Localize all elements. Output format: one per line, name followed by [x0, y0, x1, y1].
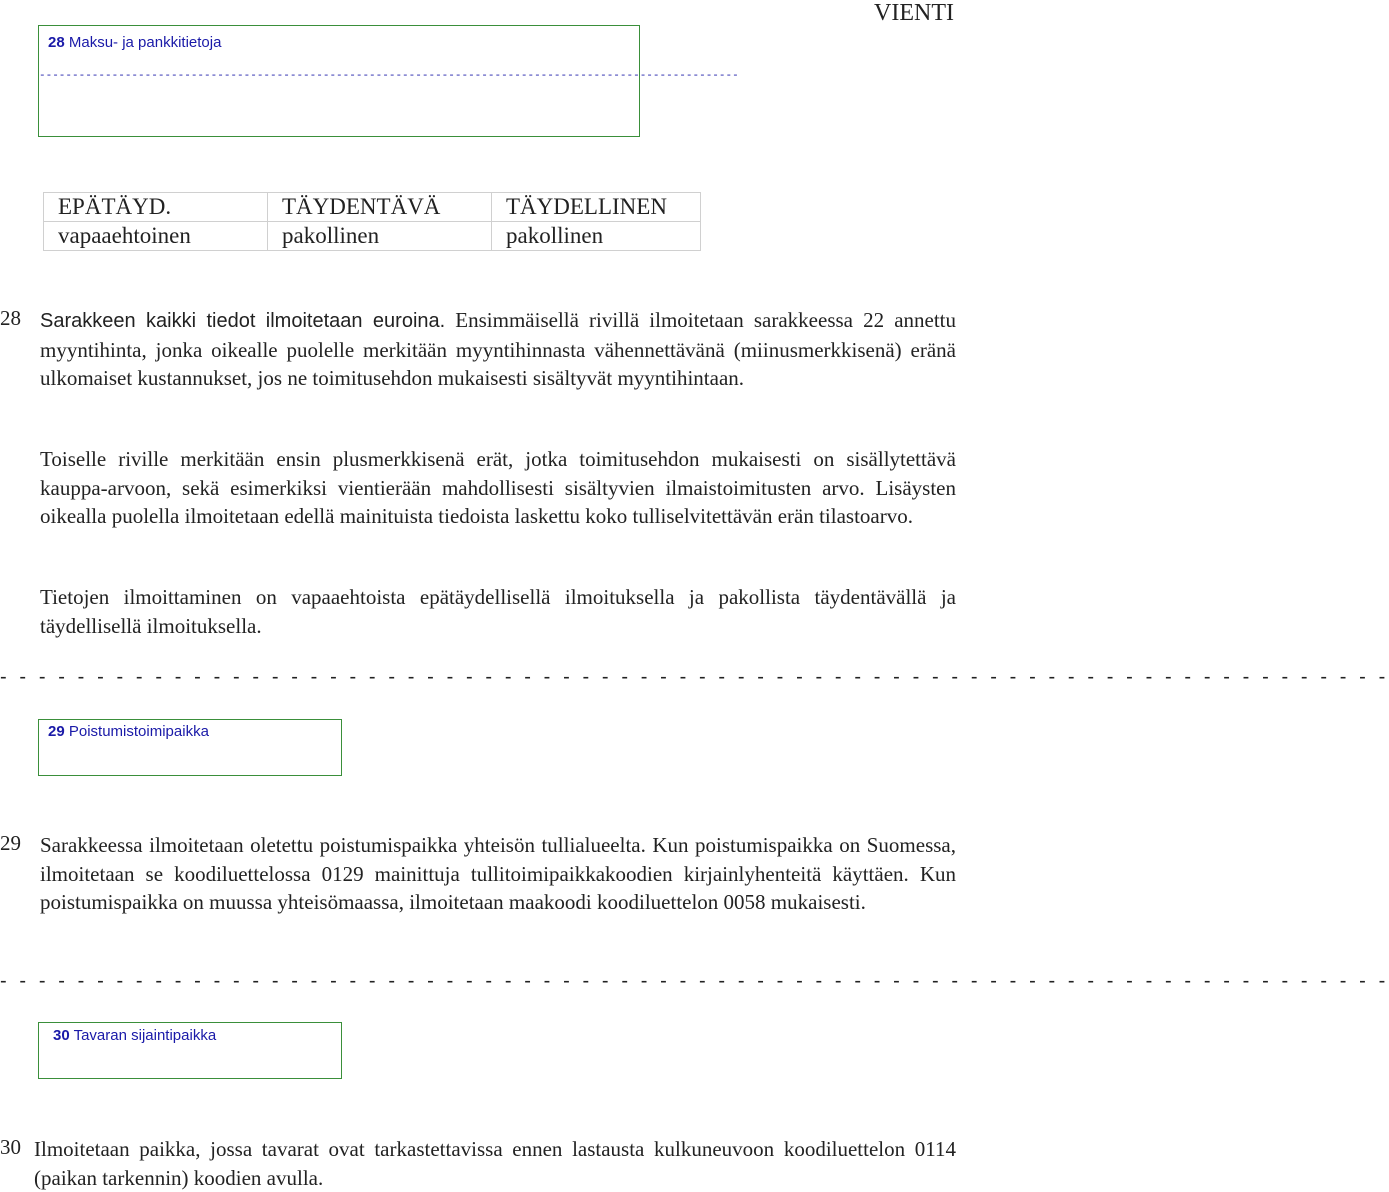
field-box-dash-line: ----------------------------------------------------------------------------------------------------------	[39, 70, 739, 82]
table-row	[44, 222, 701, 251]
field-box-number: 30	[53, 1027, 70, 1044]
section-29-paragraph: Sarakkeessa ilmoitetaan oletettu poistumispaikka yhteisön tullialueelta. Kun poistumispaikka on Suomessa, ilmoitetaan se koodiluettelossa 0129 mainittuja tullitoimipaikkakoodien kirjainlyhenteitä käyttäen. Kun poistumispaikka on muussa yhteisömaassa, ilmoitetaan maakoodi koodiluettelon 0058 mukaisesti.	[40, 833, 956, 914]
section-28-paragraph-2: Toiselle riville merkitään ensin plusmerkkisenä erät, jotka toimitusehdon mukaisesti on sisällytettävä kauppa-arvoon, sekä esimerkiksi vientierään mahdollisesti sisältyvien ilmaistoimitusten arvo. Lisäysten oikealla puolella ilmoitetaan edellä mainituista tiedoista laskettu koko tulliselvitettävän erän tilastoarvo.	[40, 447, 956, 528]
field-box-number: 28	[48, 34, 65, 51]
field-box-29	[38, 719, 342, 776]
field-box-30	[38, 1022, 342, 1079]
section-30-paragraph: Ilmoitetaan paikka, jossa tavarat ovat tarkastettavissa ennen lastausta kulkuneuvoon koodiluettelon 0114 (paikan tarkennin) koodien avulla.	[34, 1137, 956, 1190]
table-header-cell: EPÄTÄYD.	[44, 193, 268, 222]
field-box-number: 29	[48, 723, 65, 740]
table-header-cell: TÄYDENTÄVÄ	[268, 193, 492, 222]
field-box-label: Poistumistoimipaikka	[68, 723, 209, 740]
paragraph-text: Ensimmäisellä rivillä ilmoitetaan sarakkeessa 22 annettu myyntihinta, jonka oikealle puolelle merkitään myyntihinnasta vähennettävänä (miinusmerkkisenä) eränä ulkomaiset kustannukset, jos ne toimitusehdon mukaisesti sisältyvät myyntihintaan.	[40, 308, 957, 390]
section-28-paragraph-1	[40, 306, 956, 393]
section-number: 30	[0, 1135, 21, 1159]
table-cell: pakollinen	[268, 222, 492, 251]
field-box-label: Maksu- ja pankkitietoja	[68, 34, 222, 51]
document-type-label: VIENTI	[874, 0, 954, 26]
field-box-title	[48, 723, 209, 740]
section-separator: - - - - - - - - - - - - - - - - - - - - - - - - - - - - - - - - - - - - - - - - - - - - - - - - - - - - - - - - - - - - - - - - - - - - - - - -	[0, 666, 1389, 688]
field-box-title	[53, 1027, 216, 1044]
field-box-label: Tavaran sijaintipaikka	[73, 1027, 217, 1044]
field-box-title	[48, 34, 221, 51]
table-cell: pakollinen	[492, 222, 701, 251]
section-28-paragraph-3: Tietojen ilmoittaminen on vapaaehtoista epätäydellisellä ilmoituksella ja pakollista täydentävällä ja täydellisellä ilmoituksella.	[40, 585, 956, 638]
table-cell: vapaaehtoinen	[44, 222, 268, 251]
table-row	[44, 193, 701, 222]
section-number: 29	[0, 831, 21, 855]
requirement-table	[43, 192, 701, 251]
section-separator: - - - - - - - - - - - - - - - - - - - - - - - - - - - - - - - - - - - - - - - - - - - - - - - - - - - - - - - - - - - - - - - - - - - - - - - -	[0, 970, 1389, 992]
table-header-cell: TÄYDELLINEN	[492, 193, 701, 222]
section-number: 28	[0, 306, 21, 330]
field-box-28	[38, 25, 739, 137]
paragraph-lead-text: Sarakkeen kaikki tiedot ilmoitetaan euroina.	[40, 310, 446, 332]
